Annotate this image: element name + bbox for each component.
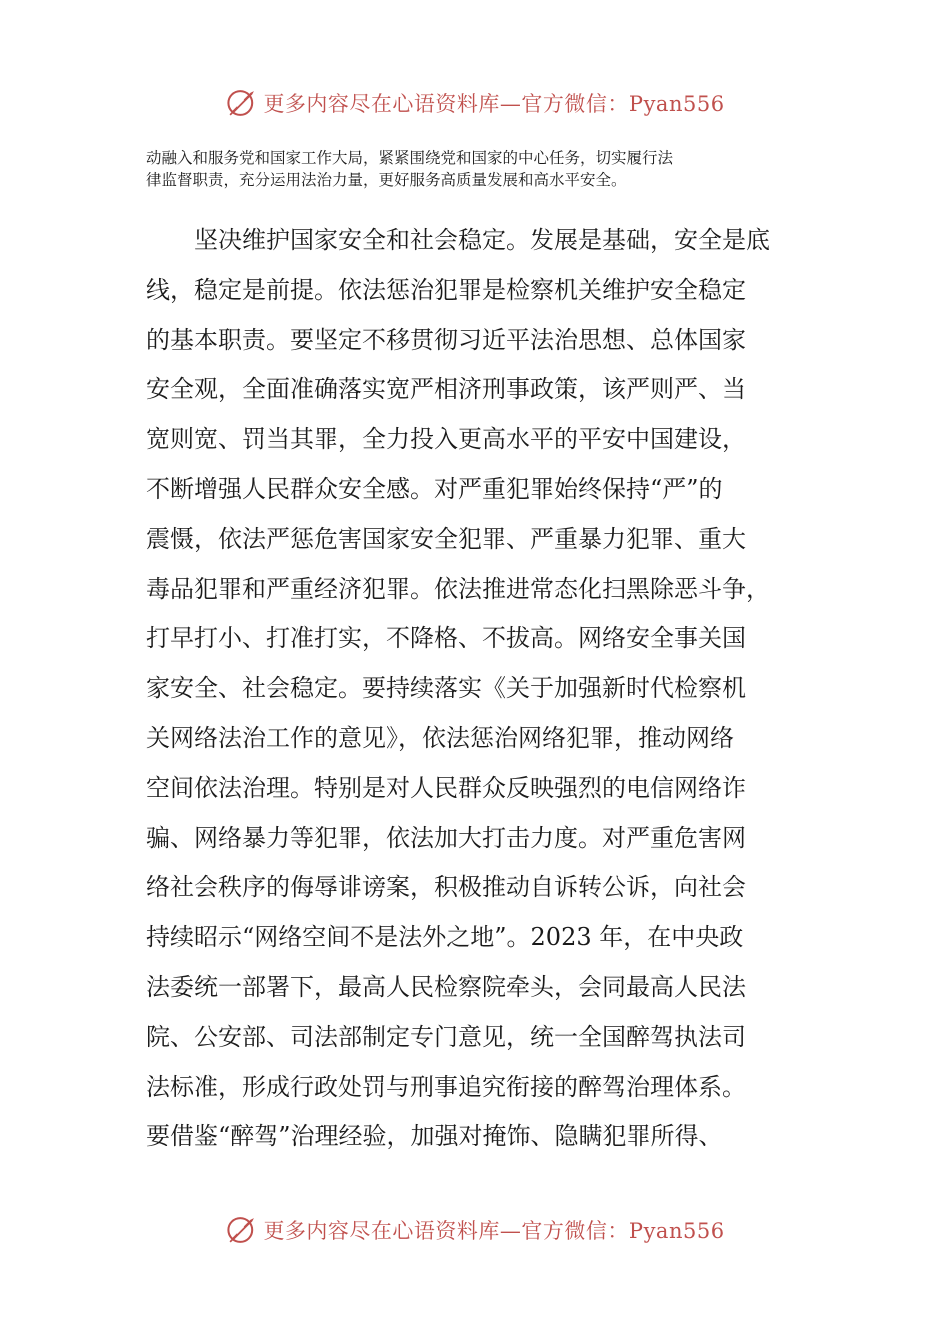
intro-paragraph: [146, 147, 806, 191]
body-line: 毒品犯罪和严重经济犯罪。依法推进常态化扫黑除恶斗争，: [146, 574, 770, 603]
quill-pen-logo-icon: [225, 1213, 259, 1247]
body-line: 震慑，依法严惩危害国家安全犯罪、严重暴力犯罪、重大: [146, 524, 746, 553]
body-line: 空间依法治理。特别是对人民群众反映强烈的电信网络诈: [146, 773, 746, 802]
body-line: 的基本职责。要坚定不移贯彻习近平法治思想、总体国家: [146, 325, 746, 354]
body-line: 院、公安部、司法部制定专门意见，统一全国醉驾执法司: [146, 1022, 746, 1051]
intro-line: 动融入和服务党和国家工作大局，紧紧围绕党和国家的中心任务，切实履行法: [146, 149, 674, 167]
body-line: 法委统一部署下，最高人民检察院牵头，会同最高人民法: [146, 972, 746, 1001]
body-line: 安全观，全面准确落实宽严相济刑事政策，该严则严、当: [146, 375, 746, 404]
body-paragraph: [146, 216, 816, 1162]
body-line: 坚决维护国家安全和社会稳定。发展是基础，安全是底: [194, 226, 770, 254]
body-line: 持续昭示“网络空间不是法外之地”。2023 年，在中央政: [146, 923, 744, 952]
body-line: 宽则宽、罚当其罪，全力投入更高水平的平安中国建设，: [146, 425, 746, 454]
body-line: 络社会秩序的侮辱诽谤案，积极推动自诉转公诉，向社会: [146, 873, 746, 902]
body-line: 关网络法治工作的意见》，依法惩治网络犯罪，推动网络: [146, 723, 734, 752]
body-line: 家安全、社会稳定。要持续落实《关于加强新时代检察机: [146, 674, 746, 703]
quill-pen-logo-icon: [225, 86, 259, 120]
body-line: 不断增强人民群众安全感。对严重犯罪始终保持“严”的: [146, 474, 723, 503]
body-line: 法标准，形成行政处罚与刑事追究衔接的醉驾治理体系。: [146, 1072, 746, 1101]
body-line: 线，稳定是前提。依法惩治犯罪是检察机关维护安全稳定: [146, 275, 746, 304]
footer-banner: [0, 1210, 950, 1250]
body-line: 要借鉴“醉驾”治理经验，加强对掩饰、隐瞒犯罪所得、: [146, 1122, 723, 1151]
body-line: 打早打小、打准打实，不降格、不拔高。网络安全事关国: [146, 624, 746, 653]
body-line: 骗、网络暴力等犯罪，依法加大打击力度。对严重危害网: [146, 823, 746, 852]
header-banner-text: 更多内容尽在心语资料库—官方微信：Pyan556: [263, 92, 725, 116]
header-banner: [0, 83, 950, 123]
footer-banner-text: 更多内容尽在心语资料库—官方微信：Pyan556: [263, 1219, 725, 1243]
intro-line: 律监督职责，充分运用法治力量，更好服务高质量发展和高水平安全。: [146, 171, 627, 189]
